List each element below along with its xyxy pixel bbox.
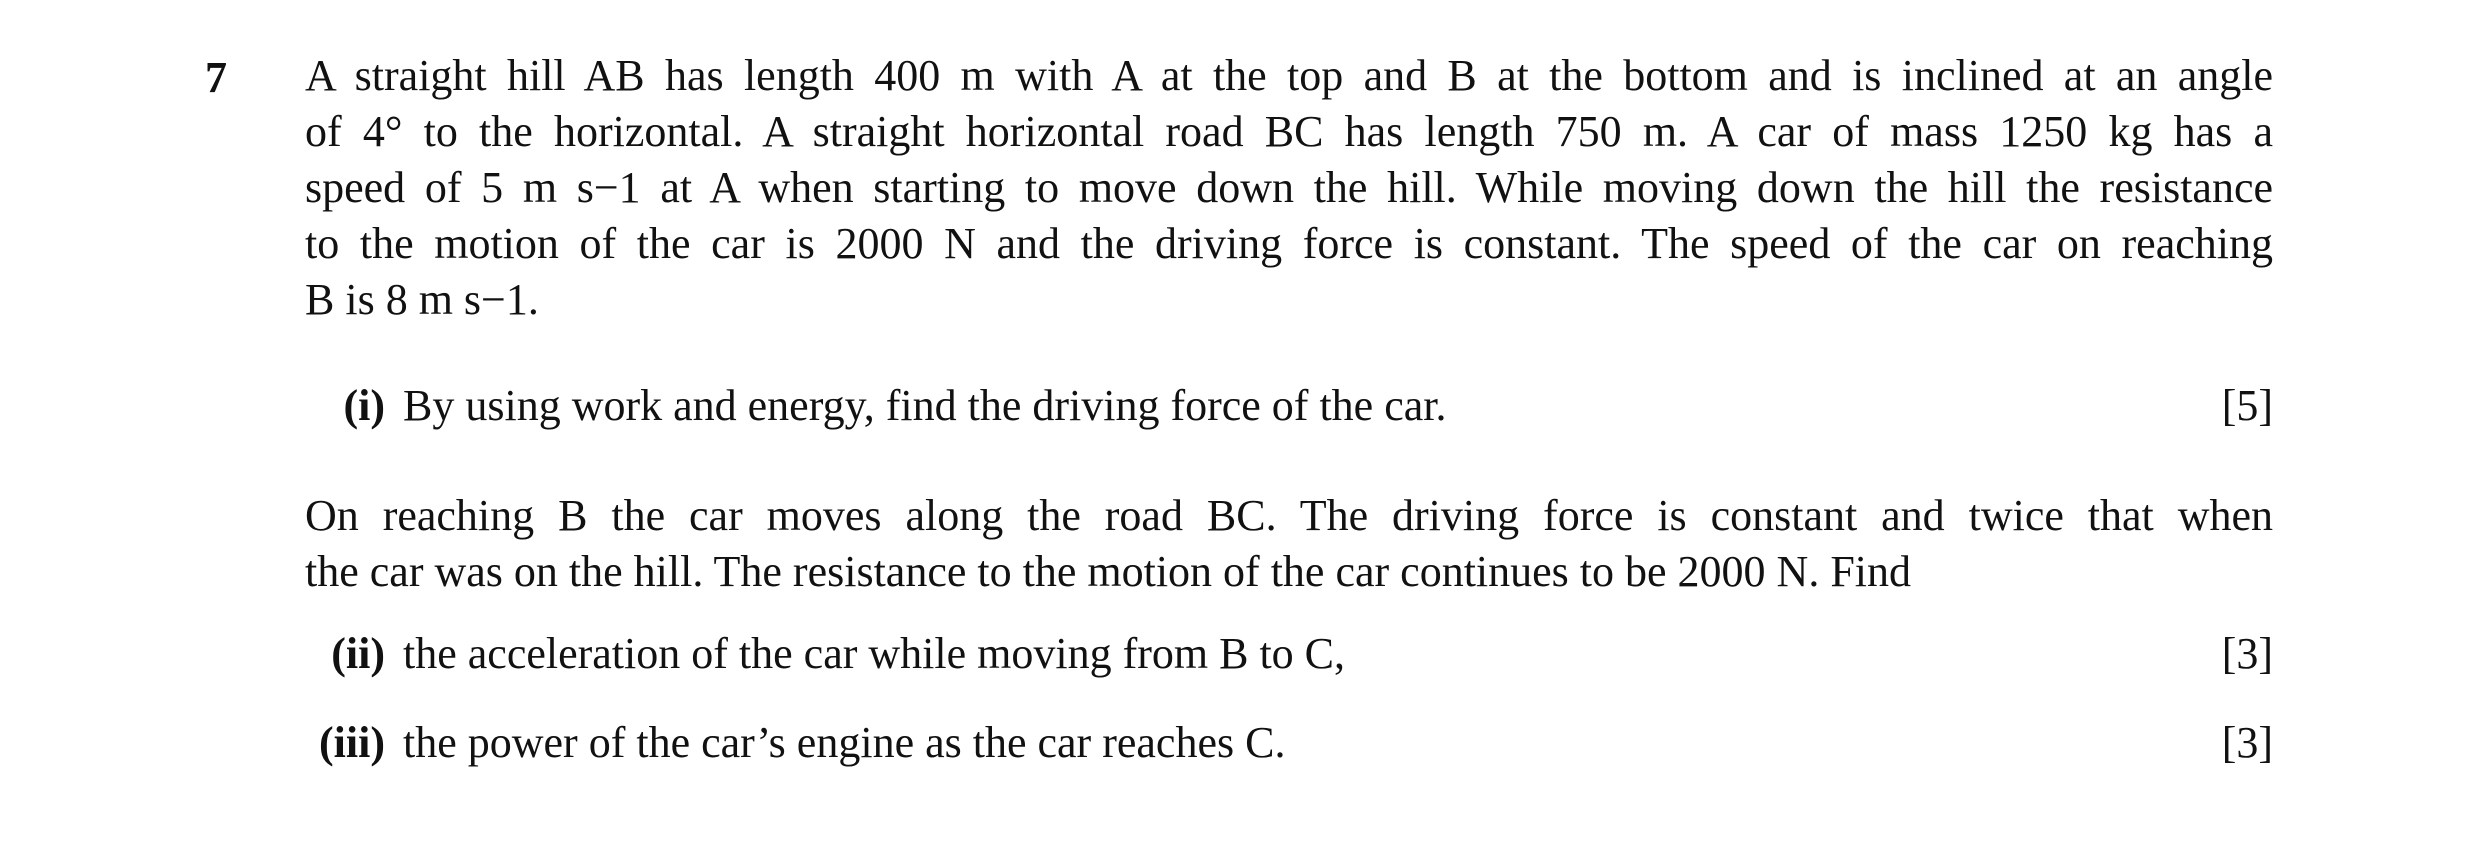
stem-line-3: speed of 5 m s−1 at A when starting to move down the hill. While moving down the hill the resistance xyxy=(305,163,2273,212)
stem-line-2: of 4° to the horizontal. A straight horizontal road BC has length 750 m. A car of mass 1250 kg has a xyxy=(305,107,2273,156)
part-ii-text: the acceleration of the car while moving from B to C, xyxy=(403,629,1346,678)
part-ii-label: (ii) xyxy=(331,629,385,678)
question-number: 7 xyxy=(205,53,227,102)
part-iii-text: the power of the car’s engine as the car reaches C. xyxy=(403,718,1286,767)
part-i-marks: [5] xyxy=(2221,381,2273,430)
question-stem xyxy=(305,48,2273,328)
part-i xyxy=(305,378,2273,434)
intermediate-text xyxy=(305,488,2273,600)
part-i-text: By using work and energy, find the driving force of the car. xyxy=(403,381,1447,430)
part-i-label: (i) xyxy=(343,381,385,430)
stem-line-4: to the motion of the car is 2000 N and the driving force is constant. The speed of the car on reaching xyxy=(305,219,2273,268)
mid-line-1: On reaching B the car moves along the road BC. The driving force is constant and twice that when xyxy=(305,491,2273,540)
part-iii-marks: [3] xyxy=(2221,718,2273,767)
stem-line-5: B is 8 m s−1. xyxy=(305,275,539,324)
mid-line-2: the car was on the hill. The resistance to the motion of the car continues to be 2000 N. Find xyxy=(305,547,1912,596)
part-ii-marks: [3] xyxy=(2221,629,2273,678)
part-iii-label: (iii) xyxy=(319,718,385,767)
part-iii xyxy=(305,715,2273,771)
part-ii xyxy=(305,626,2273,682)
stem-line-1: A straight hill AB has length 400 m with A at the top and B at the bottom and is inclined at an angle xyxy=(305,51,2273,100)
